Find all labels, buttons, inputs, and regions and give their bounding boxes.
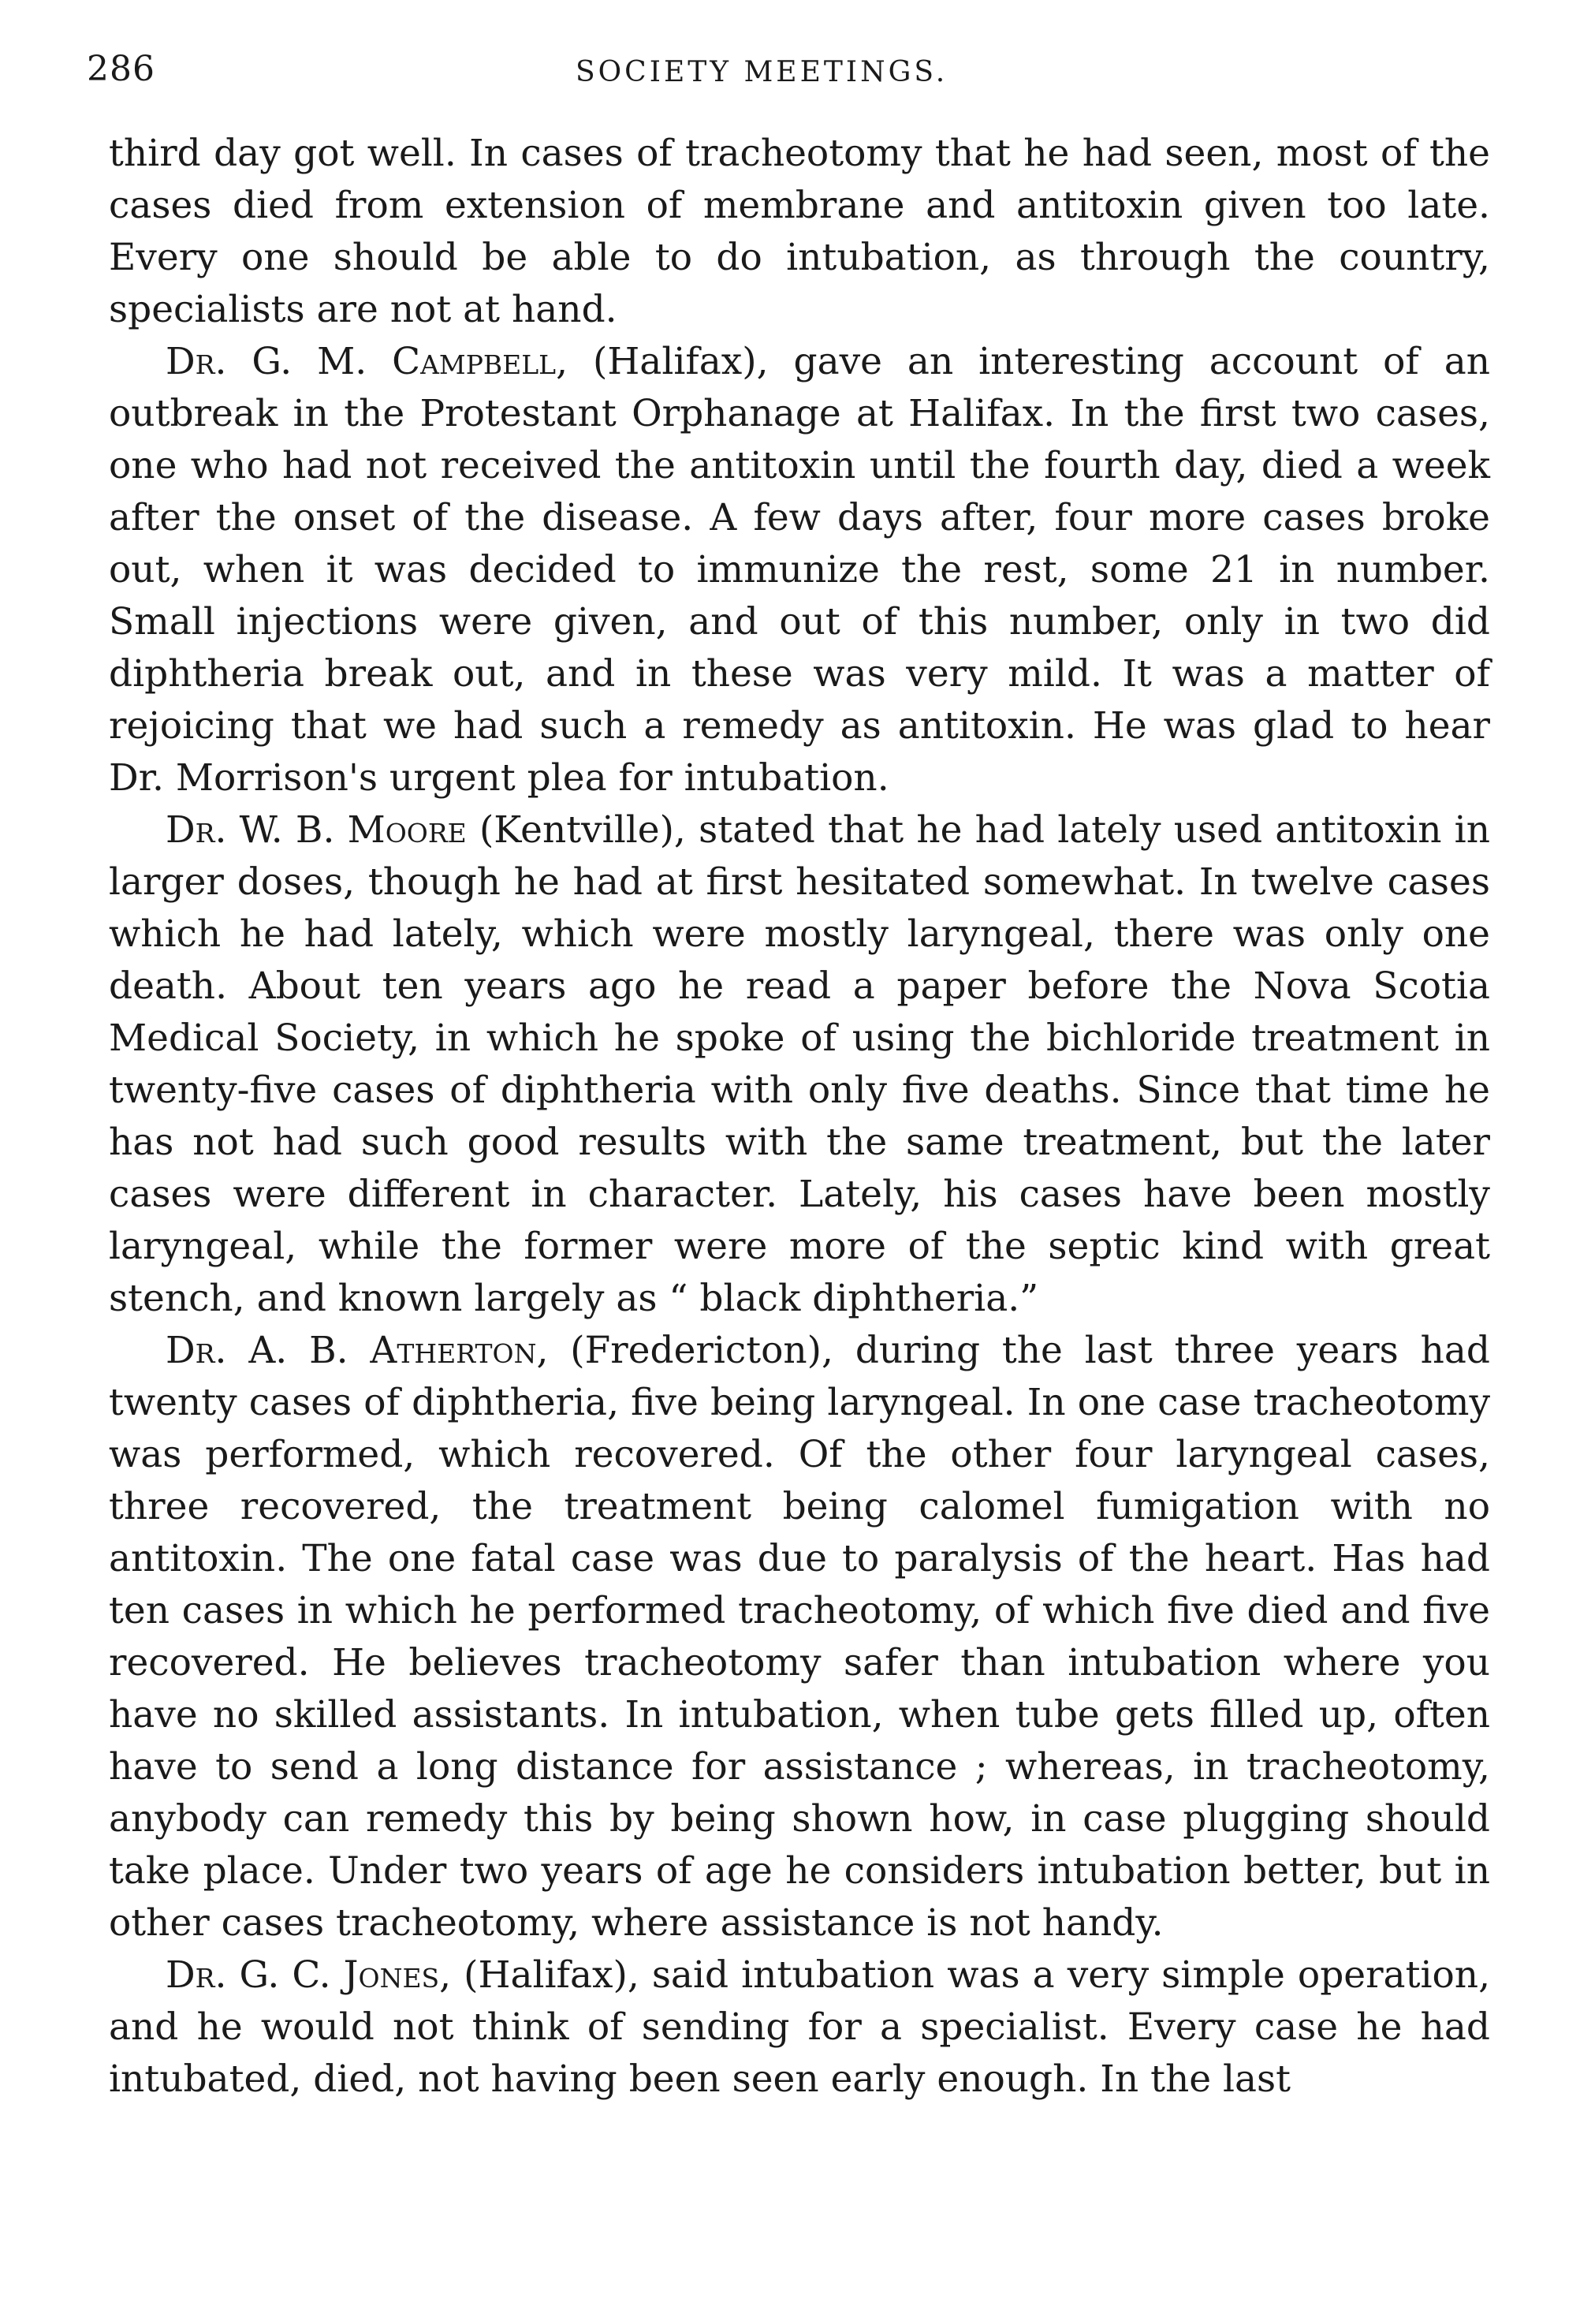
running-head [87, 46, 1506, 93]
paragraph-continued [109, 128, 1490, 336]
speaker-name: Dr. G. M. Campbell, [166, 340, 568, 383]
paragraph-text: (Kentville), stated that he had lately used antitoxin in larger doses, though he had at first hesitated somewhat. In twelve cases which he had lately, which were mostly laryngeal, there was only one death. About ten years ago he read a paper before the Nova Scotia Medical Society, in which he spoke of using the bichloride treatment in twenty-five cases of diphtheria with only five deaths. Since that time he has not had such good results with the same treatment, but the later cases were different in character. Lately, his cases have been mostly laryngeal, while the former were more of the septic kind with great stench, and known largely as “ black diphtheria.” [109, 808, 1490, 1320]
paragraph-text: (Halifax), gave an interesting account of an outbreak in the Protestant Orphanage at Halifax. In the first two cases, one who had not received the antitoxin until the fourth day, died a week after the onset of the disease. A few days after, four more cases broke out, when it was decided to immunize the rest, some 21 in number. Small injections were given, and out of this number, only in two did diphtheria break out, and in these was very mild. It was a matter of rejoicing that we had such a remedy as antitoxin. He was glad to hear Dr. Morrison's urgent plea for intubation. [109, 340, 1490, 800]
speaker-name: Dr. W. B. Moore [166, 808, 467, 852]
paragraph-text: (Halifax), said intubation was a very simple operation, and he would not think of sending for a specialist. Every case he had intubated, died, not having been seen early enough. In the last [109, 1953, 1491, 2101]
paragraph-text: (Fredericton), during the last three years had twenty cases of diphtheria, five being laryngeal. In one case tracheotomy was performed, which recovered. Of the other four laryngeal cases, three recovered, the treatment being calomel fumigation with no antitoxin. The one fatal case was due to paralysis of the heart. Has had ten cases in which he performed tracheotomy, of which five died and five recovered. He believes tracheotomy safer than intubation where you have no skilled assistants. In intubation, when tube gets filled up, often have to send a long distance for assistance ; whereas, in tracheotomy, anybody can remedy this by being shown how, in case plugging should take place. Under two years of age he considers intubation better, but in other cases tracheotomy, where assistance is not handy. [109, 1329, 1490, 1945]
paragraph-atherton [109, 1325, 1490, 1949]
paragraph-jones [109, 1949, 1490, 2106]
speaker-name: Dr. A. B. Atherton, [166, 1329, 549, 1372]
page-number: 286 [87, 49, 155, 89]
paragraph-text: third day got well. In cases of tracheotomy that he had seen, most of the cases died from extension of membrane and antitoxin given too late. Every one should be able to do intubation, as through the country, specialists are not at hand. [109, 132, 1490, 331]
paragraph-moore [109, 804, 1490, 1325]
body-text [109, 128, 1490, 2106]
running-head-title: SOCIETY MEETINGS. [576, 56, 948, 88]
speaker-name: Dr. G. C. Jones, [166, 1953, 452, 1997]
paragraph-campbell [109, 336, 1490, 804]
